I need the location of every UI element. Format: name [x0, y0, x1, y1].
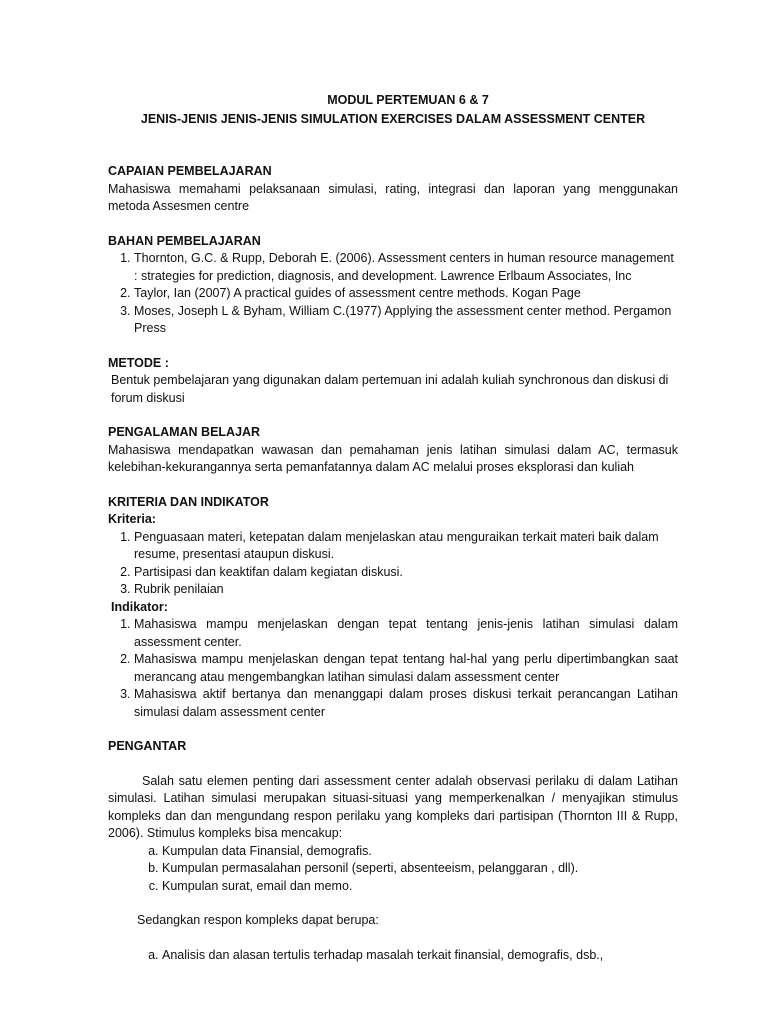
section-heading: BAHAN PEMBELAJARAN — [108, 233, 261, 248]
list-item-text: Thornton, G.C. & Rupp, Deborah E. (2006). Assessment centers in human resource management — [134, 251, 674, 265]
module-title: MODUL PERTEMUAN 6 & 7 — [327, 93, 489, 107]
section-heading: PENGANTAR — [108, 739, 187, 753]
section-capaian — [108, 163, 678, 216]
spacer — [108, 756, 678, 773]
list-item: a. Analisis dan alasan tertulis terhadap masalah terkait finansial, demografis, dsb., — [162, 947, 678, 965]
list-item — [134, 250, 678, 285]
reference-list — [108, 250, 678, 338]
section-pengantar — [108, 738, 678, 964]
section-text: Mahasiswa memahami pelaksanaan simulasi, rating, integrasi dan laporan yang menggunakan metoda Assesmen centre — [108, 181, 678, 213]
list-item: 1. Mahasiswa mampu menjelaskan dengan tepat tentang jenis-jenis latihan simulasi dalam assessment center. — [134, 616, 678, 651]
list-item: 2. Mahasiswa mampu menjelaskan dengan tepat tentang hal-hal yang perlu dipertimbangkan saat merancang atau mengembangkan latihan simulasi dalam assessment center — [134, 651, 678, 686]
respon-intro: Sedangkan respon kompleks dapat berupa: — [137, 913, 379, 927]
section-metode — [108, 355, 678, 408]
stimulus-list — [108, 843, 678, 896]
document-body — [108, 92, 678, 964]
kriteria-list — [108, 529, 678, 599]
section-bahan — [108, 233, 678, 338]
respon-list — [108, 947, 678, 965]
indikator-list — [108, 616, 678, 721]
list-item: 3. Moses, Joseph L & Byham, William C.(1977) Applying the assessment center method. Pergamon Press — [134, 303, 678, 338]
list-item-continuation: : strategies for prediction, diagnosis, and development. Lawrence Erlbaum Associates, Inc — [134, 268, 632, 283]
list-item: 1. Penguasaan materi, ketepatan dalam menjelaskan atau menguraikan terkait materi baik dalam resume, presentasi ataupun diskusi. — [134, 529, 678, 564]
section-paragraph: Salah satu elemen penting dari assessment center adalah observasi perilaku di dalam Latihan simulasi. Latihan simulasi merupakan situasi-situasi yang memperkenalkan / menyajikan stimulus kompleks dan dan mengundang respon perilaku yang kompleks dari partisipan (Thornton III & Rupp, 2006). Stimulus kompleks bisa mencakup: — [108, 773, 678, 840]
list-item: 2. Taylor, Ian (2007) A practical guides of assessment centre methods. Kogan Page — [134, 285, 678, 303]
section-heading: METODE : — [108, 355, 169, 370]
section-kriteria — [108, 494, 678, 722]
spacer — [108, 895, 678, 912]
section-heading: PENGALAMAN BELAJAR — [108, 425, 261, 439]
spacer — [108, 930, 678, 947]
list-item: c. Kumpulan surat, email dan memo. — [162, 878, 678, 896]
section-text: Mahasiswa mendapatkan wawasan dan pemahaman jenis latihan simulasi dalam AC, termasuk kelebihan-kekurangannya serta pemanfatannya dalam AC melalui proses eksplorasi dan kuliah — [108, 442, 678, 474]
indikator-label: Indikator: — [111, 599, 168, 614]
list-item: a. Kumpulan data Finansial, demografis. — [162, 843, 678, 861]
kriteria-label: Kriteria: — [108, 512, 156, 526]
list-item: 3. Rubrik penilaian — [134, 581, 678, 599]
section-pengalaman — [108, 424, 678, 477]
section-heading: KRITERIA DAN INDIKATOR — [108, 494, 269, 509]
list-item: b. Kumpulan permasalahan personil (seperti, absenteeism, pelanggaran , dll). — [162, 860, 678, 878]
list-item: 3. Mahasiswa aktif bertanya dan menanggapi dalam proses diskusi terkait perancangan Latihan simulasi dalam assessment center — [134, 686, 678, 721]
module-subtitle: JENIS-JENIS JENIS-JENIS SIMULATION EXERCISES DALAM ASSESSMENT CENTER — [140, 111, 646, 126]
list-item: 2. Partisipasi dan keaktifan dalam kegiatan diskusi. — [134, 564, 678, 582]
section-text: Bentuk pembelajaran yang digunakan dalam pertemuan ini adalah kuliah synchronous dan diskusi di forum diskusi — [111, 373, 669, 405]
section-heading: CAPAIAN PEMBELAJARAN — [108, 164, 272, 178]
